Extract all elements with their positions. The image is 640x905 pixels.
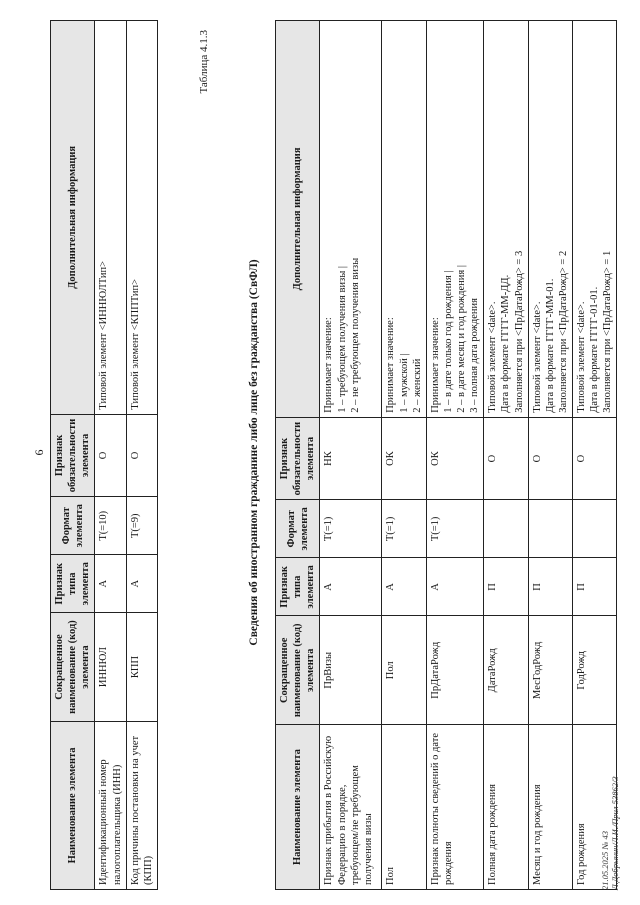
table-row — [382, 21, 426, 890]
cell-type: П — [484, 558, 528, 616]
header-info: Дополнительная информация — [51, 21, 95, 415]
cell-info — [382, 21, 426, 418]
cell-name: Признак полноты сведений о дате рождения — [426, 725, 484, 890]
info-line: Заполняется при <ПрДатаРожд> = 1 — [602, 250, 614, 413]
cell-required: О — [528, 417, 572, 500]
cell-required: О — [573, 417, 617, 500]
cell-required: ОК — [426, 417, 484, 500]
info-line: 2 – в дате месяц и год рождения | — [456, 265, 467, 413]
cell-info — [426, 21, 484, 418]
cell-format — [573, 500, 617, 558]
info-line: 2 – не требующем получения визы — [349, 257, 361, 413]
cell-info — [573, 21, 617, 418]
cell-info — [320, 21, 382, 418]
info-line: Заполняется при <ПрДатаРожд> = 3 — [513, 250, 525, 413]
cell-format — [528, 500, 572, 558]
cell-format: T(=10) — [95, 497, 126, 555]
header-required: Признак обязательности элемента — [51, 414, 95, 497]
table-caption: Таблица 4.1.3 — [198, 30, 210, 94]
info-line: Дата в формате ГГГГ-ММ-ДД. — [500, 274, 512, 413]
cell-type: А — [426, 558, 484, 616]
document-stamp — [600, 776, 620, 890]
cell-name: Год рождения — [573, 725, 617, 890]
page-number: 6 — [32, 449, 46, 456]
info-line: 1 – мужской | — [398, 353, 410, 413]
cell-type: А — [320, 558, 382, 616]
cell-type: П — [573, 558, 617, 616]
table-svfl — [275, 20, 617, 890]
cell-code: ПрДатаРожд — [426, 616, 484, 725]
cell-required: О — [126, 414, 157, 497]
info-line: 1 – в дате только год рождения | — [442, 270, 454, 413]
cell-format: T(=9) — [126, 497, 157, 555]
info-line: Принимает значение: — [429, 317, 441, 413]
info-line: 1 – требующем получения визы | — [336, 266, 348, 413]
cell-code: ПрВизы — [320, 616, 382, 725]
cell-code: МесГодРожд — [528, 616, 572, 725]
table-row — [320, 21, 382, 890]
cell-type: А — [95, 555, 126, 613]
cell-code: Пол — [382, 616, 426, 725]
cell-format — [484, 500, 528, 558]
cell-required: НК — [320, 417, 382, 500]
table-row — [528, 21, 572, 890]
stamp-line: 21.05.2025 № 43 — [600, 830, 610, 890]
cell-code: ДатаРожд — [484, 616, 528, 725]
header-name: Наименование элемента — [276, 725, 320, 890]
table-row — [95, 21, 126, 890]
info-line: Типовой элемент <КППТип> — [129, 278, 141, 410]
header-code: Сокращенное наименование (код) элемента — [276, 616, 320, 725]
table-row — [484, 21, 528, 890]
cell-type: А — [382, 558, 426, 616]
cell-name: Код причины постановки на учет (КПП) — [126, 721, 157, 889]
table-header-row — [51, 21, 95, 890]
cell-name: Полная дата рождения — [484, 725, 528, 890]
info-line: Типовой элемент <date>. — [531, 301, 543, 413]
section-title: Сведения об иностранном гражданине либо лице без гражданства (СвФЛ) — [248, 259, 260, 646]
cell-info — [95, 21, 126, 415]
header-name: Наименование элемента — [51, 721, 95, 889]
info-line: Дата в формате ГГГГ-ММ-01. — [544, 278, 556, 413]
cell-name: Месяц и год рождения — [528, 725, 572, 890]
cell-format: T(=1) — [320, 500, 382, 558]
info-line: Типовой элемент <date>. — [576, 301, 587, 413]
info-line: Дата в формате ГГГГ-01-01. — [589, 286, 601, 413]
cell-name: Признак прибытия в Российскую Федерацию в порядке, требующем/не требующем получения визы — [320, 725, 382, 890]
cell-required: ОК — [382, 417, 426, 500]
header-required: Признак обязательности элемента — [276, 417, 320, 500]
cell-required: О — [484, 417, 528, 500]
table-row — [126, 21, 157, 890]
cell-code: КПП — [126, 613, 157, 722]
cell-format: T(=1) — [382, 500, 426, 558]
cell-type: А — [126, 555, 157, 613]
info-line: Заполняется при <ПрДатаРожд> = 2 — [557, 250, 569, 413]
table-top — [50, 20, 158, 890]
header-code: Сокращенное наименование (код) элемента — [51, 613, 95, 722]
cell-info — [484, 21, 528, 418]
info-line: 3 – полная дата рождения — [469, 298, 481, 413]
info-line: 2 – женский — [411, 358, 423, 413]
table-row — [573, 21, 617, 890]
table-row — [426, 21, 484, 890]
header-format: Формат элемента — [276, 500, 320, 558]
info-line: Принимает значение: — [385, 317, 397, 413]
cell-info — [528, 21, 572, 418]
table-header-row — [276, 21, 320, 890]
info-line: Типовой элемент <date>. — [487, 301, 499, 413]
header-format: Формат элемента — [51, 497, 95, 555]
header-info: Дополнительная информация — [276, 21, 320, 418]
stamp-line: Л.Добрынин/Л.И./Прил 53862/3 — [610, 776, 620, 890]
info-line: Типовой элемент <ИННЮЛТип> — [98, 260, 110, 410]
cell-type: П — [528, 558, 572, 616]
cell-format: T(=1) — [426, 500, 484, 558]
cell-name: Пол — [382, 725, 426, 890]
cell-info — [126, 21, 157, 415]
cell-name: Идентификационный номер налогоплательщика (ИНН) — [95, 721, 126, 889]
cell-code: ИННЮЛ — [95, 613, 126, 722]
header-type: Признак типа элемента — [276, 558, 320, 616]
info-line: Принимает значение: — [323, 317, 335, 413]
cell-required: О — [95, 414, 126, 497]
header-type: Признак типа элемента — [51, 555, 95, 613]
cell-code: ГодРожд — [573, 616, 617, 725]
